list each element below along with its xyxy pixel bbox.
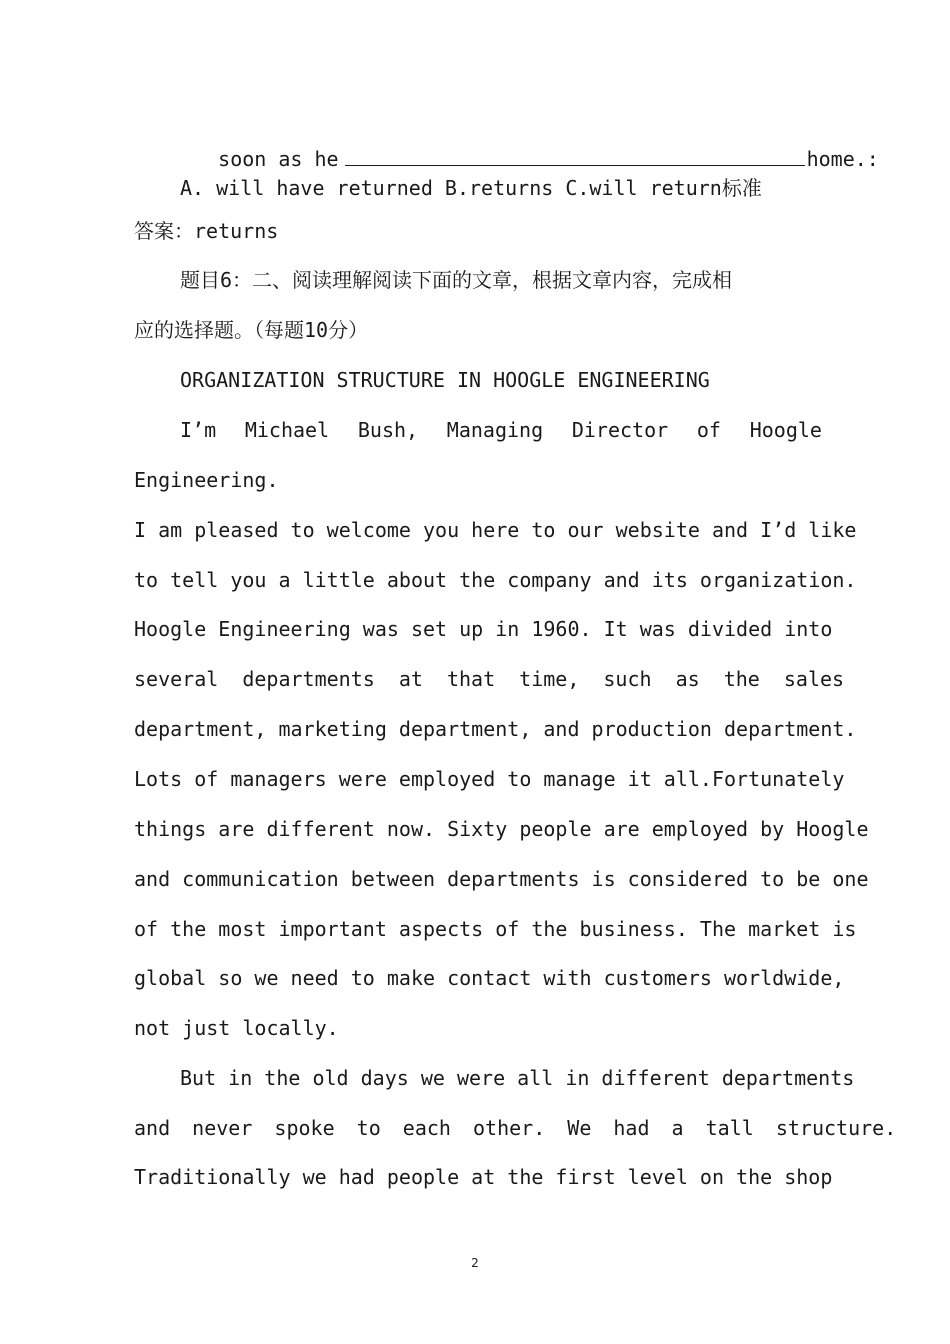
article-body-line: global so we need to make contact with customers worldwide, <box>134 966 845 990</box>
intro-word: Managing <box>446 418 544 442</box>
article-body-line: I am pleased to welcome you here to our website and I’d like <box>134 518 857 542</box>
article-para2-line: and never spoke to each other. We had a tall structure. <box>134 1116 897 1140</box>
answer-blank <box>345 145 805 166</box>
intro-word: of <box>696 418 721 442</box>
article-body-last-line: not just locally. <box>134 1016 339 1040</box>
intro-word: Michael <box>244 418 330 442</box>
article-intro-line <box>180 417 822 443</box>
article-body-line: Lots of managers were employed to manage it all.Fortunately <box>134 767 845 791</box>
page-number: 2 <box>471 1256 479 1270</box>
article-body-line: and communication between departments is considered to be one <box>134 867 869 891</box>
question6-line1: 题目6：二、阅读理解阅读下面的文章，根据文章内容，完成相 <box>180 268 733 292</box>
article-body-line: department, marketing department, and production department. <box>134 717 857 741</box>
article-body-line: things are different now. Sixty people are employed by Hoogle <box>134 817 869 841</box>
intro-word: Hoogle <box>749 418 822 442</box>
intro-word: Director <box>571 418 669 442</box>
article-body-line: of the most important aspects of the business. The market is <box>134 917 857 941</box>
article-body-line: several departments at that time, such as the sales <box>134 667 845 691</box>
question6-line2: 应的选择题。（每题10分） <box>134 318 369 342</box>
article-para2-line: Traditionally we had people at the first level on the shop <box>134 1165 833 1189</box>
answer-line: 答案：returns <box>134 219 279 243</box>
question-text-before-blank: soon as he <box>218 147 339 171</box>
article-title: ORGANIZATION STRUCTURE IN HOOGLE ENGINEERING <box>180 368 710 392</box>
article-intro-tail: Engineering. <box>134 468 279 492</box>
options-line: A. will have returned B.returns C.will return标准 <box>180 176 762 200</box>
intro-word: I’m <box>180 418 217 442</box>
article-body-line: to tell you a little about the company and its organization. <box>134 568 857 592</box>
intro-word: Bush, <box>357 418 419 442</box>
question-text-after-blank: home.: <box>806 147 879 171</box>
article-para2-first-line: But in the old days we were all in different departments <box>180 1066 855 1090</box>
article-body-line: Hoogle Engineering was set up in 1960. It was divided into <box>134 617 833 641</box>
